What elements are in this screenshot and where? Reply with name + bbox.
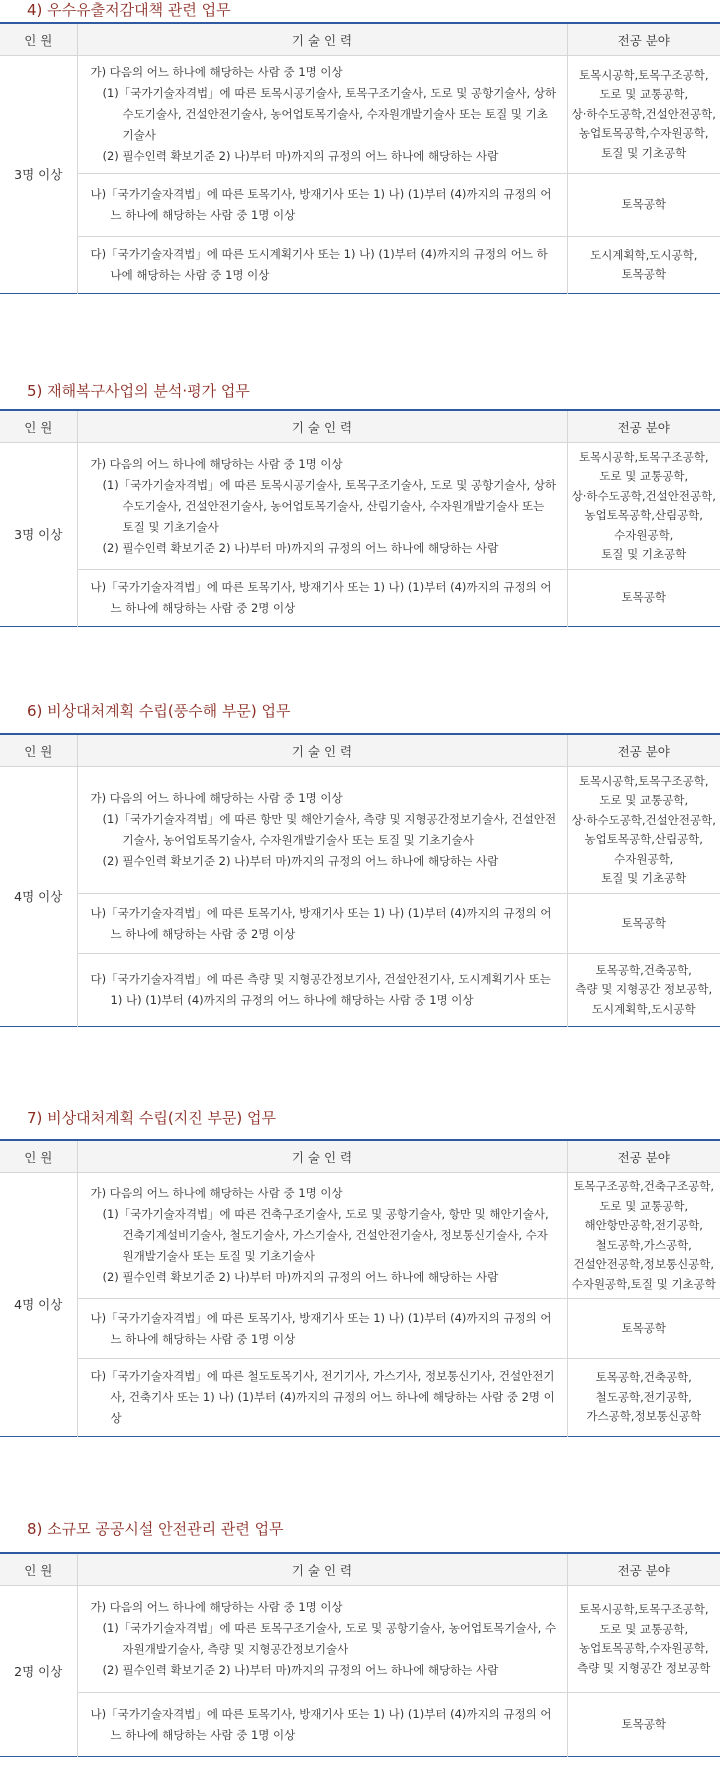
major-field-line: 해안항만공학,전기공학, [584, 1218, 703, 1232]
tech-requirement [77, 894, 567, 954]
tech-header: 기 술 인 력 [77, 1553, 567, 1586]
table-row [0, 1173, 720, 1299]
major-field [567, 237, 720, 294]
major-field [567, 954, 720, 1027]
field-header: 전공 분야 [567, 410, 720, 443]
major-field-line: 상·하수도공학,건설안전공학, [571, 106, 716, 121]
requirement-subitem: (2) 필수인력 확보기준 2) 나)부터 마)까지의 규정의 어느 하나에 해당하는 사람 [102, 149, 499, 163]
major-field [567, 1299, 720, 1359]
field-header: 전공 분야 [567, 1140, 720, 1173]
table-row [0, 954, 720, 1027]
major-field-line: 도로 및 교통공학, [599, 87, 689, 102]
requirement-subitem: (2) 필수인력 확보기준 2) 나)부터 마)까지의 규정의 어느 하나에 해당하는 사람 [102, 1663, 499, 1677]
major-field-line: 토목공학 [621, 267, 666, 281]
requirement-subitem: (1)「국가기술자격법」에 따른 건축구조기술사, 도로 및 공항기술사, 항만 및 해안기술사, 건축기계설비기술사, 철도기술사, 가스기술사, 건설안전기술사, 정보통신기술사, 수자원개발기술사 또는 토질 및 기초기술사 [102, 1207, 549, 1263]
major-field-line: 토목시공학,토목구조공학, [578, 1602, 709, 1616]
header-row [0, 23, 720, 56]
field-header: 전공 분야 [567, 1553, 720, 1586]
section-title: 7) 비상대처계획 수립(지진 부문) 업무 [27, 1109, 277, 1127]
table-row [0, 443, 720, 570]
table-row [0, 1359, 720, 1437]
section-title: 5) 재해복구사업의 분석·평가 업무 [27, 382, 250, 400]
count-header: 인 원 [0, 1140, 77, 1173]
tech-requirement [77, 954, 567, 1027]
requirement-subitem: (1)「국가기술자격법」에 따른 토목시공기술사, 토목구조기술사, 도로 및 공항기술사, 상하수도기술사, 건설안전기술사, 농어업토목기술사, 수자원개발기술사 또는 토질 및 기초기술사 [102, 86, 557, 142]
major-field-line: 농업토목공학,산림공학, [584, 508, 703, 522]
personnel-count: 2명 이상 [0, 1586, 77, 1757]
table-row [0, 767, 720, 894]
tech-requirement [77, 570, 567, 627]
major-field-line: 토목시공학,토목구조공학, [578, 773, 709, 788]
major-field-line: 토질 및 기초공학 [601, 145, 687, 160]
header-row [0, 1140, 720, 1173]
major-field-line: 토목공학 [621, 590, 666, 605]
major-field-line: 도로 및 교통공학, [599, 793, 689, 807]
major-field-line: 토목구조공학,건축구조공학, [573, 1179, 715, 1193]
major-field-line: 도로 및 교통공학, [599, 1198, 689, 1213]
major-field [567, 1586, 720, 1693]
major-field-line: 토질 및 기초공학 [601, 871, 687, 885]
requirement-subitem: (2) 필수인력 확보기준 2) 나)부터 마)까지의 규정의 어느 하나에 해당하는 사람 [102, 854, 499, 868]
personnel-count: 3명 이상 [0, 443, 77, 627]
major-field-line: 토목시공학,토목구조공학, [578, 67, 709, 82]
major-field [567, 56, 720, 174]
count-header: 인 원 [0, 410, 77, 443]
major-field-line: 상·하수도공학,건설안전공학, [571, 812, 716, 827]
major-field-line: 토목공학 [621, 1716, 666, 1731]
tech-requirement [77, 1359, 567, 1437]
count-header: 인 원 [0, 23, 77, 56]
major-field-line: 농업토목공학,수자원공학, [578, 1641, 709, 1655]
section-title: 8) 소규모 공공시설 안전관리 관련 업무 [27, 1520, 284, 1538]
requirements-table [0, 1139, 720, 1437]
header-row [0, 410, 720, 443]
major-field [567, 443, 720, 570]
table-row [0, 1586, 720, 1693]
table-row [0, 1299, 720, 1359]
major-field-line: 수자원공학, [614, 527, 674, 542]
personnel-count: 4명 이상 [0, 1173, 77, 1437]
major-field-line: 도시계획학,도시공학, [590, 247, 698, 262]
requirement-item: 다)「국가기술자격법」에 따른 측량 및 지형공간정보기사, 건설안전기사, 도시계획기사 또는 1) 나) (1)부터 (4)까지의 규정의 어느 하나에 해당하는 사람 중 1명 이상 [90, 972, 551, 1007]
section-title: 4) 우수유출저감대책 관련 업무 [27, 1, 231, 19]
major-field-line: 토목시공학,토목구조공학, [578, 449, 709, 464]
requirement-item: 가) 다음의 어느 하나에 해당하는 사람 중 1명 이상 [90, 791, 343, 805]
major-field-line: 토목공학 [621, 915, 666, 930]
table-row [0, 894, 720, 954]
major-field [567, 1173, 720, 1299]
requirement-item: 가) 다음의 어느 하나에 해당하는 사람 중 1명 이상 [90, 1186, 343, 1200]
tech-requirement [77, 174, 567, 237]
requirement-subitem: (1)「국가기술자격법」에 따른 항만 및 해안기술사, 측량 및 지형공간정보기술사, 건설안전기술사, 농어업토목기술사, 수자원개발기술사 또는 토질 및 기초기술사 [102, 812, 557, 847]
requirements-table [0, 22, 720, 294]
major-field-line: 토목공학,건축공학, [595, 1370, 692, 1385]
requirement-item: 가) 다음의 어느 하나에 해당하는 사람 중 1명 이상 [90, 65, 343, 79]
requirement-item: 가) 다음의 어느 하나에 해당하는 사람 중 1명 이상 [90, 1600, 343, 1614]
header-row [0, 1553, 720, 1586]
major-field-line: 측량 및 지형공간 정보공학 [577, 1660, 711, 1675]
field-header: 전공 분야 [567, 23, 720, 56]
major-field [567, 1359, 720, 1437]
major-field-line: 토질 및 기초공학 [601, 547, 687, 561]
major-field-line: 측량 및 지형공간 정보공학, [575, 982, 713, 997]
tech-requirement [77, 1693, 567, 1757]
major-field [567, 1693, 720, 1757]
major-field-line: 건설안전공학,정보통신공학, [573, 1257, 715, 1271]
major-field-line: 철도공학,전기공학, [595, 1389, 692, 1404]
major-field-line: 철도공학,가스공학, [595, 1237, 692, 1252]
major-field [567, 767, 720, 894]
tech-requirement [77, 443, 567, 570]
tech-requirement [77, 1173, 567, 1299]
table-row [0, 237, 720, 294]
requirement-subitem: (1)「국가기술자격법」에 따른 토목시공기술사, 토목구조기술사, 도로 및 공항기술사, 상하수도기술사, 건설안전기술사, 농어업토목기술사, 산림기술사, 수자원개발기술사 또는 토질 및 기초기술사 [102, 477, 557, 534]
requirements-table [0, 1552, 720, 1757]
major-field [567, 174, 720, 237]
requirement-item: 나)「국가기술자격법」에 따른 토목기사, 방재기사 또는 1) 나) (1)부터 (4)까지의 규정의 어느 하나에 해당하는 사람 중 1명 이상 [90, 1310, 552, 1346]
table-row [0, 1693, 720, 1757]
tech-header: 기 술 인 력 [77, 410, 567, 443]
table-row [0, 174, 720, 237]
major-field-line: 농업토목공학,수자원공학, [578, 126, 709, 141]
table-row [0, 56, 720, 174]
major-field-line: 도로 및 교통공학, [599, 469, 689, 483]
field-header: 전공 분야 [567, 734, 720, 767]
requirement-item: 가) 다음의 어느 하나에 해당하는 사람 중 1명 이상 [90, 456, 343, 471]
tech-requirement [77, 1299, 567, 1359]
tech-requirement [77, 237, 567, 294]
major-field-line: 토목공학,건축공학, [595, 962, 692, 977]
tech-requirement [77, 1586, 567, 1693]
count-header: 인 원 [0, 734, 77, 767]
major-field [567, 894, 720, 954]
requirement-item: 나)「국가기술자격법」에 따른 토목기사, 방재기사 또는 1) 나) (1)부터 (4)까지의 규정의 어느 하나에 해당하는 사람 중 2명 이상 [90, 580, 552, 615]
requirement-subitem: (2) 필수인력 확보기준 2) 나)부터 마)까지의 규정의 어느 하나에 해당하는 사람 [102, 1270, 499, 1284]
personnel-count: 4명 이상 [0, 767, 77, 1027]
tech-requirement [77, 767, 567, 894]
major-field-line: 가스공학,정보통신공학 [586, 1409, 702, 1424]
major-field-line: 수자원공학,토질 및 기초공학 [571, 1276, 716, 1291]
major-field-line: 상·하수도공학,건설안전공학, [571, 488, 716, 503]
major-field-line: 농업토목공학,산림공학, [584, 832, 703, 846]
major-field-line: 도로 및 교통공학, [599, 1621, 689, 1636]
requirement-subitem: (2) 필수인력 확보기준 2) 나)부터 마)까지의 규정의 어느 하나에 해당하는 사람 [102, 540, 499, 555]
tech-header: 기 술 인 력 [77, 1140, 567, 1173]
requirement-item: 나)「국가기술자격법」에 따른 토목기사, 방재기사 또는 1) 나) (1)부터 (4)까지의 규정의 어느 하나에 해당하는 사람 중 1명 이상 [90, 187, 552, 222]
requirement-item: 다)「국가기술자격법」에 따른 철도토목기사, 전기기사, 가스기사, 정보통신기사, 건설안전기사, 건축기사 또는 1) 나) (1)부터 (4)까지의 규정의 어느 하나에 해당하는 사람 중 2명 이상 [90, 1369, 555, 1425]
requirement-subitem: (1)「국가기술자격법」에 따른 토목구조기술사, 도로 및 공항기술사, 농어업토목기술사, 수자원개발기술사, 측량 및 지형공간정보기술사 [102, 1621, 557, 1656]
requirements-table [0, 733, 720, 1027]
requirement-item: 나)「국가기술자격법」에 따른 토목기사, 방재기사 또는 1) 나) (1)부터 (4)까지의 규정의 어느 하나에 해당하는 사람 중 2명 이상 [90, 905, 552, 941]
header-row [0, 734, 720, 767]
requirements-table [0, 409, 720, 627]
major-field-line: 도시계획학,도시공학 [591, 1001, 696, 1016]
count-header: 인 원 [0, 1553, 77, 1586]
requirement-item: 다)「국가기술자격법」에 따른 도시계획기사 또는 1) 나) (1)부터 (4)까지의 규정의 어느 하나에 해당하는 사람 중 1명 이상 [90, 247, 548, 282]
major-field [567, 570, 720, 627]
tech-requirement [77, 56, 567, 174]
section-title: 6) 비상대처계획 수립(풍수해 부문) 업무 [27, 702, 291, 720]
personnel-count: 3명 이상 [0, 56, 77, 294]
table-row [0, 570, 720, 627]
tech-header: 기 술 인 력 [77, 23, 567, 56]
major-field-line: 토목공학 [621, 1320, 666, 1335]
requirement-item: 나)「국가기술자격법」에 따른 토목기사, 방재기사 또는 1) 나) (1)부터 (4)까지의 규정의 어느 하나에 해당하는 사람 중 1명 이상 [90, 1706, 552, 1742]
major-field-line: 수자원공학, [614, 851, 674, 866]
tech-header: 기 술 인 력 [77, 734, 567, 767]
major-field-line: 토목공학 [621, 197, 666, 212]
